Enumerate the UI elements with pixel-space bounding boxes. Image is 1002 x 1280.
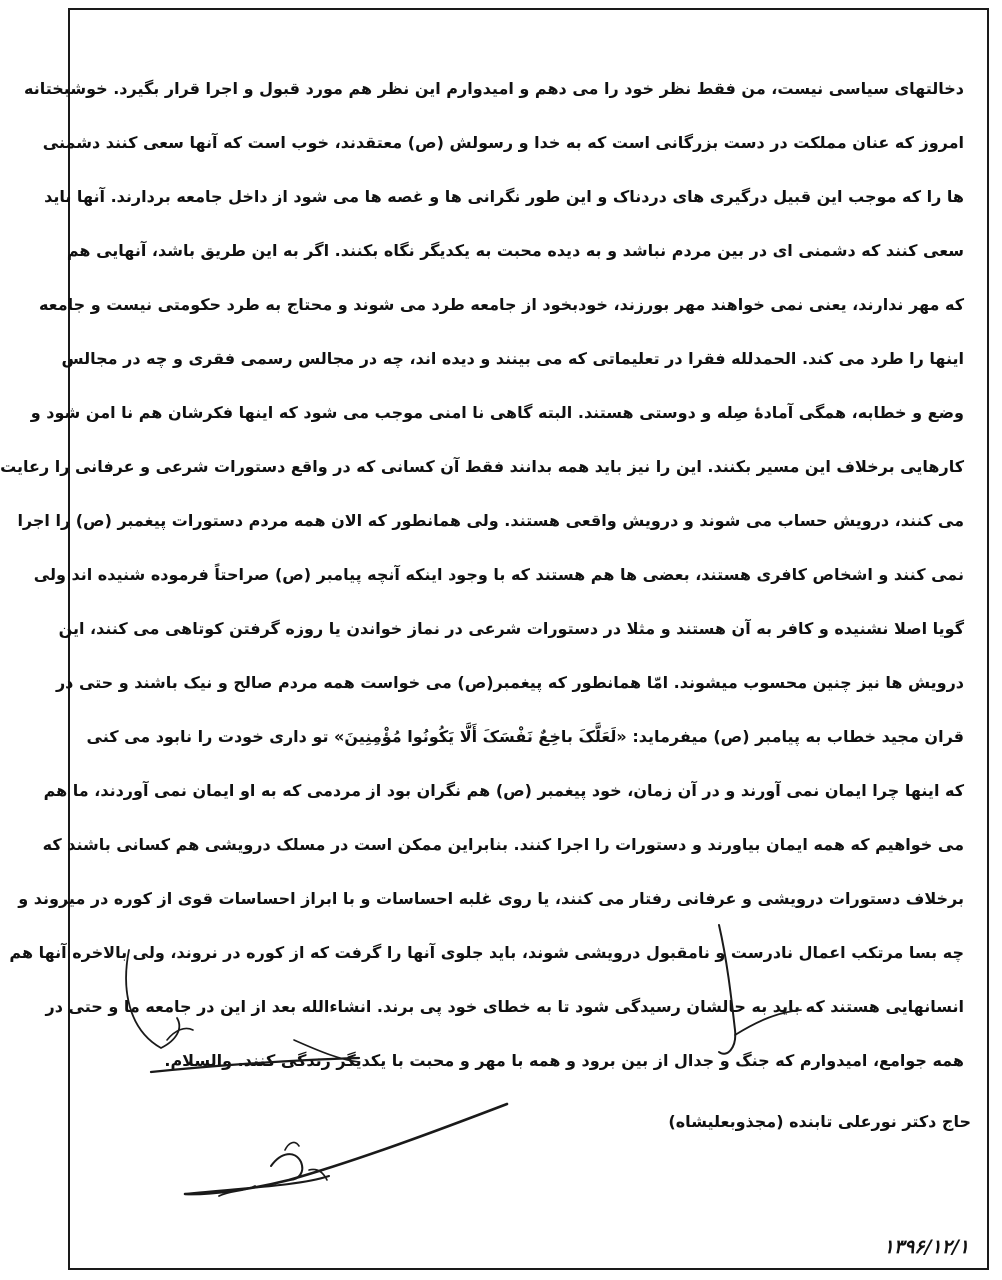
letter-line: نمی کنند و اشخاص کافری هستند، بعضی ها هم هستند که با وجود اینکه آنچه پیامبر (ص) صراحتاً فرموده شنیده اند ولی <box>33 565 964 584</box>
letter-line: کارهایی برخلاف این مسیر بکنند. این را نیز باید همه بدانند فقط آن کسانی که در واقع دستورات شرعی و عرفانی را رعایت <box>0 457 964 476</box>
letter-line: امروز که عنان مملکت در دست بزرگانی است که به خدا و رسولش (ص) معتقدند، خوب است که آنها سعی کنند دشمنی <box>42 133 964 152</box>
letter-line: برخلاف دستورات درویشی و عرفانی رفتار می کنند، یا روی غلبه احساسات و با ابراز احساسات قوی از کوره در میروند و <box>18 889 964 908</box>
letter-line: ها را که موجب این قبیل درگیری های دردناک و این طور نگرانی ها و غصه ها می شود از داخل جامعه بردارند. آنها باید <box>44 187 964 206</box>
letter-line: گویا اصلا نشنیده و کافر به آن هستند و مثلا در دستورات شرعی در نماز خواندن یا روزه گرفتن کوتاهی می کنند، این <box>58 619 964 638</box>
letter-line: سعی کنند که دشمنی ای در بین مردم نباشد و به دیده محبت به یکدیگر نگاه بکنند. اگر به این طریق باشد، آنهایی هم <box>66 241 964 260</box>
date-handwritten: ۱۳۹۶/۱۲/۱ <box>883 1236 969 1258</box>
signer-name: حاج دکتر نورعلی تابنده (مجذوبعلیشاه) <box>668 1112 971 1131</box>
letter-line-last: همه جوامع، امیدوارم که جنگ و جدال از بین برود و همه با مهر و محبت با یکدیگر زندگی کنند. والسلام. <box>164 1051 964 1070</box>
letter-line: انسانهایی هستند که باید به حالشان رسیدگی شود تا به خطای خود پی برند. انشاءالله بعد از این در جامعه ما و حتی در <box>45 997 964 1016</box>
letter-line: وضع و خطابه، همگی آمادهٔ صِله و دوستی هستند. البته گاهی نا امنی موجب می شود که اینها فکرشان هم نا امن شود و <box>30 403 964 422</box>
letter-line: قران مجید خطاب به پیامبر (ص) میفرماید: «لَعَلَّکَ باخِعٌ نَفْسَکَ أَلَّا یَکُونُوا مُؤْمِنِینَ» تو داری خودت را نابود می کنی <box>86 727 964 746</box>
letter-line: چه بسا مرتکب اعمال نادرست و نامقبول درویشی شوند، باید جلوی آنها را گرفت که از کوره در نروند، ولی بالاخره آنها هم <box>9 943 964 962</box>
letter-line: درویش ها نیز چنین محسوب میشوند. امّا همانطور که پیغمبر(ص) می خواست همه مردم صالح و نیک باشند و حتی در <box>55 673 964 692</box>
letter-line: که مهر ندارند، یعنی نمی خواهند مهر بورزند، خودبخود از جامعه طرد می شوند و محتاج به طرد حکومتی نیست و جامعه <box>38 295 964 314</box>
letter-line: دخالتهای سیاسی نیست، من فقط نظر خود را می دهم و امیدوارم این نظر هم مورد قبول و اجرا قرار بگیرد. خوشبختانه <box>24 79 964 98</box>
letter-body <box>0 62 964 1088</box>
letter-line: می خواهیم که همه ایمان بیاورند و دستورات را اجرا کنند. بنابراین ممکن است در مسلک درویشی هم کسانی باشند که <box>42 835 964 854</box>
letter-line: می کنند، درویش حساب می شوند و درویش واقعی هستند. ولی همانطور که الان همه مردم دستورات پیغمبر (ص) را اجرا <box>17 511 964 530</box>
letter-line: که اینها چرا ایمان نمی آورند و در آن زمان، خود پیغمبر (ص) هم نگران بود از مردمی که به او ایمان نمی آوردند، ما هم <box>43 781 964 800</box>
letter-line: اینها را طرد می کند. الحمدلله فقرا در تعلیماتی که می بینند و دیده اند، چه در مجالس رسمی فقری و چه در مجالس <box>61 349 964 368</box>
